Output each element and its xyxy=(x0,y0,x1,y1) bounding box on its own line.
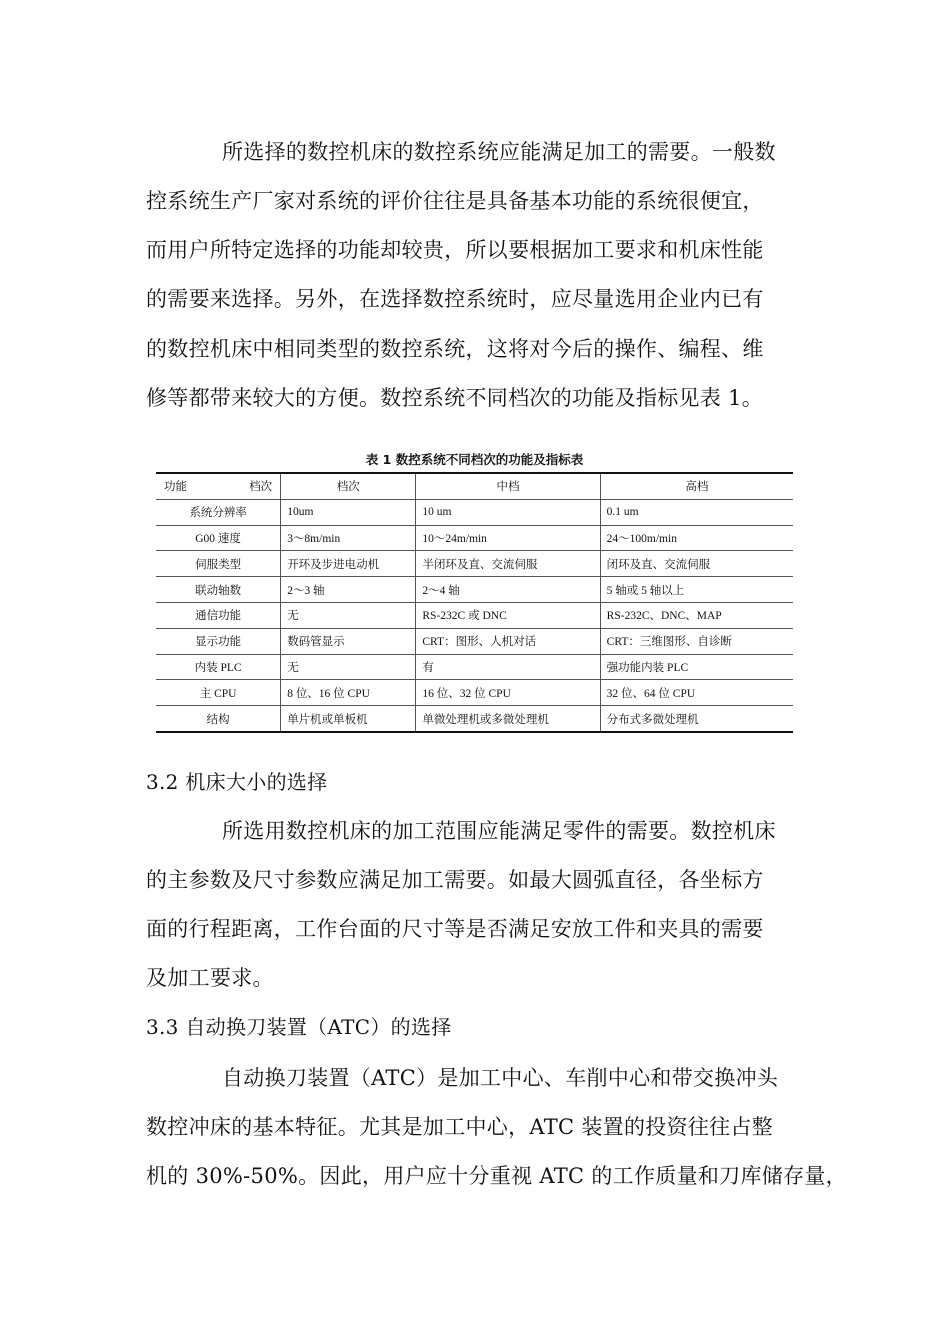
row-high: RS-232C、DNC、MAP xyxy=(600,602,793,628)
row-feature: 主 CPU xyxy=(156,680,281,706)
header-low: 档次 xyxy=(281,473,416,499)
table-row xyxy=(156,525,793,551)
header-corner-cell xyxy=(156,473,281,499)
row-mid: 10～24m/min xyxy=(416,525,600,551)
row-mid: 16 位、32 位 CPU xyxy=(416,680,600,706)
intro-line-6: 修等都带来较大的方便。数控系统不同档次的功能及指标见表 1。 xyxy=(146,386,764,410)
row-low: 开环及步进电动机 xyxy=(281,551,416,577)
row-low: 无 xyxy=(281,654,416,680)
row-low: 数码管显示 xyxy=(281,628,416,654)
header-mid: 中档 xyxy=(416,473,600,499)
row-high: 32 位、64 位 CPU xyxy=(600,680,793,706)
row-mid: 2～4 轴 xyxy=(416,577,600,603)
row-high: 分布式多微处理机 xyxy=(600,706,793,732)
table-row xyxy=(156,706,793,732)
row-mid: CRT：图形、人机对话 xyxy=(416,628,600,654)
row-high: 0.1 um xyxy=(600,499,793,525)
section-3-2-line-1: 所选用数控机床的加工范围应能满足零件的需要。数控机床 xyxy=(222,819,776,843)
row-feature: G00 速度 xyxy=(156,525,281,551)
header-high: 高档 xyxy=(600,473,793,499)
row-high: 5 轴或 5 轴以上 xyxy=(600,577,793,603)
row-low: 无 xyxy=(281,602,416,628)
table-header-row xyxy=(156,473,793,499)
header-corner-right: 档次 xyxy=(249,481,273,494)
intro-line-2: 控系统生产厂家对系统的评价往往是具备基本功能的系统很便宜， xyxy=(146,189,764,213)
row-mid: RS-232C 或 DNC xyxy=(416,602,600,628)
row-mid: 有 xyxy=(416,654,600,680)
row-feature: 内装 PLC xyxy=(156,654,281,680)
table-row xyxy=(156,628,793,654)
table-row xyxy=(156,680,793,706)
table-row xyxy=(156,551,793,577)
intro-line-5: 的数控机床中相同类型的数控系统，这将对今后的操作、编程、维 xyxy=(146,337,764,361)
row-high: 强功能内装 PLC xyxy=(600,654,793,680)
header-corner-left: 功能 xyxy=(164,481,187,494)
intro-line-4: 的需要来选择。另外，在选择数控系统时，应尽量选用企业内已有 xyxy=(146,287,764,311)
row-low: 2～3 轴 xyxy=(281,577,416,603)
row-mid: 单微处理机或多微处理机 xyxy=(416,706,600,732)
intro-line-1: 所选择的数控机床的数控系统应能满足加工的需要。一般数 xyxy=(222,140,776,164)
section-3-3-line-2: 数控冲床的基本特征。尤其是加工中心，ATC 装置的投资往往占整 xyxy=(146,1115,774,1139)
table-row xyxy=(156,577,793,603)
intro-line-3: 而用户所特定选择的功能却较贵，所以要根据加工要求和机床性能 xyxy=(146,238,764,262)
section-3-2-line-3: 面的行程距离，工作台面的尺寸等是否满足安放工件和夹具的需要 xyxy=(146,917,764,941)
row-low: 3～8m/min xyxy=(281,525,416,551)
row-low: 8 位、16 位 CPU xyxy=(281,680,416,706)
table-caption: 表 1 数控系统不同档次的功能及指标表 xyxy=(365,452,584,467)
row-feature: 联动轴数 xyxy=(156,577,281,603)
table-row xyxy=(156,602,793,628)
row-high: 闭环及直、交流伺服 xyxy=(600,551,793,577)
row-feature: 显示功能 xyxy=(156,628,281,654)
row-feature: 伺服类型 xyxy=(156,551,281,577)
section-3-2-line-2: 的主参数及尺寸参数应满足加工需要。如最大圆弧直径，各坐标方 xyxy=(146,868,764,892)
section-3-3-line-1: 自动换刀装置（ATC）是加工中心、车削中心和带交换冲头 xyxy=(222,1066,779,1090)
row-high: 24～100m/min xyxy=(600,525,793,551)
section-3-2-heading: 3.2 机床大小的选择 xyxy=(146,770,328,794)
cnc-grade-table xyxy=(156,472,793,733)
row-high: CRT：三维图形、自诊断 xyxy=(600,628,793,654)
row-low: 10um xyxy=(281,499,416,525)
section-3-2-line-4: 及加工要求。 xyxy=(146,966,274,990)
section-3-3-heading: 3.3 自动换刀装置（ATC）的选择 xyxy=(146,1015,452,1039)
row-mid: 10 um xyxy=(416,499,600,525)
table-row xyxy=(156,654,793,680)
row-feature: 系统分辨率 xyxy=(156,499,281,525)
row-mid: 半闭环及直、交流伺服 xyxy=(416,551,600,577)
table-row xyxy=(156,499,793,525)
section-3-3-line-3: 机的 30%-50%。因此，用户应十分重视 ATC 的工作质量和刀库储存量， xyxy=(146,1164,847,1188)
row-low: 单片机或单板机 xyxy=(281,706,416,732)
row-feature: 结构 xyxy=(156,706,281,732)
row-feature: 通信功能 xyxy=(156,602,281,628)
